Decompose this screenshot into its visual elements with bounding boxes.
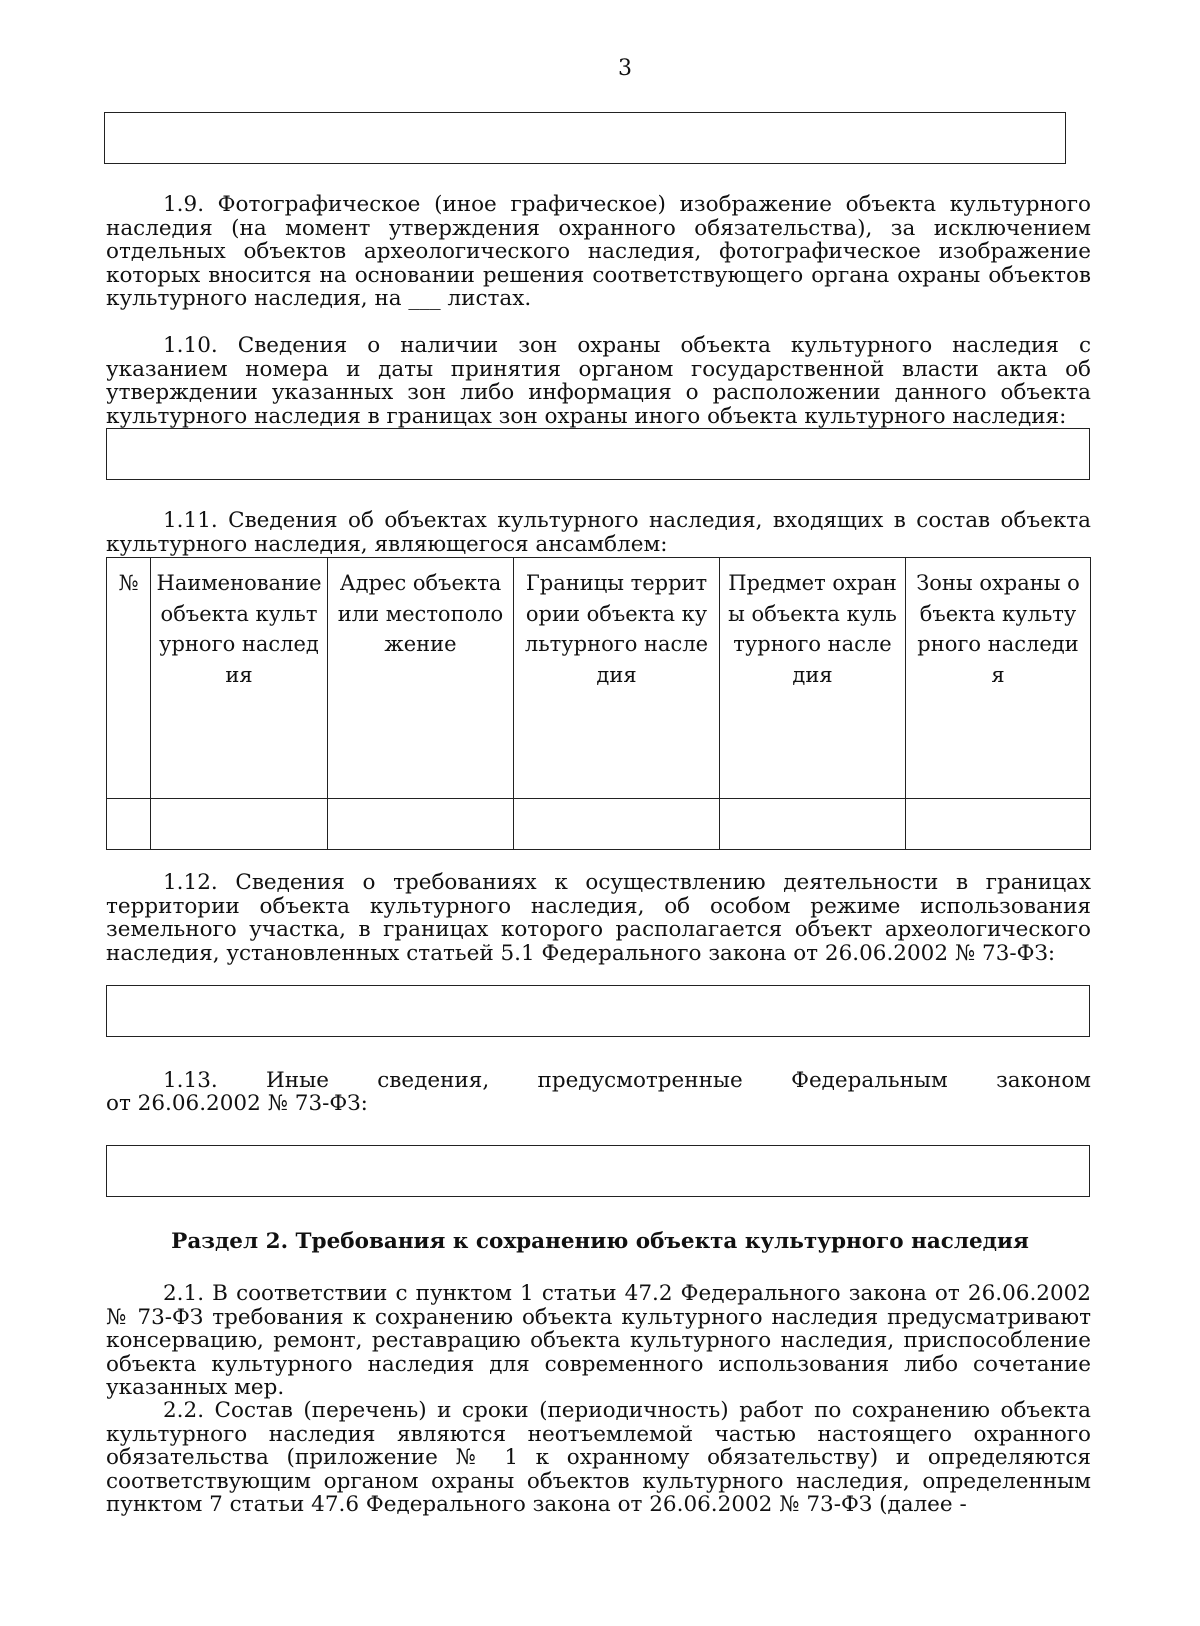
table-cell: [720, 799, 906, 850]
table-row: [107, 799, 1091, 850]
zones-info-field: [106, 428, 1090, 480]
table-cell: [151, 799, 328, 850]
table-header-row: [107, 558, 1091, 799]
paragraph-2-1: 2.1. В соответствии с пунктом 1 статьи 47.2 Федерального закона от 26.06.2002 № 73-ФЗ требования к сохранению объекта культурного наследия предусматривают консервацию, ремонт, реставрацию объекта культурного наследия, приспособление объекта культурного наследия для современного использования либо сочетание указанных мер.: [106, 1281, 1091, 1400]
paragraph-1-12: 1.12. Сведения о требованиях к осуществлению деятельности в границах территории объекта культурного наследия, об особом режиме использования земельного участка, в границах которого располагается объект археологического наследия, установленных статьей 5.1 Федерального закона от 26.06.2002 № 73-ФЗ:: [106, 870, 1091, 966]
table-cell: [514, 799, 720, 850]
column-header-protection-subject: Предмет охраны объекта культурного наследия: [720, 558, 906, 799]
page-number: 3: [618, 56, 632, 81]
other-info-field: [106, 1145, 1090, 1197]
table-cell: [107, 799, 151, 850]
table-cell: [328, 799, 514, 850]
table-cell: [906, 799, 1091, 850]
ensemble-objects-table: [106, 557, 1091, 850]
column-header-protection-zones: Зоны охраны объекта культурного наследия: [906, 558, 1091, 799]
paragraph-2-2: 2.2. Состав (перечень) и сроки (периодичность) работ по сохранению объекта культурного наследия являются неотъемлемой частью настоящего охранного обязательства (приложение № 1 к охранному обязательству) и определяются соответствующим органом охраны объектов культурного наследия, определенным пунктом 7 статьи 47.6 Федерального закона от 26.06.2002 № 73-ФЗ (далее -: [106, 1398, 1091, 1517]
paragraph-1-13-line-1: 1.13. Иные сведения, предусмотренные Федеральным законом: [163, 1068, 1091, 1093]
column-header-address: Адрес объекта или местоположение: [328, 558, 514, 799]
paragraph-1-13-line-2: от 26.06.2002 № 73-ФЗ:: [106, 1091, 368, 1116]
column-header-number: №: [107, 558, 151, 799]
blank-field-top: [104, 112, 1066, 164]
paragraph-1-10: 1.10. Сведения о наличии зон охраны объекта культурного наследия с указанием номера и даты принятия органом государственной власти акта об утверждении указанных зон либо информация о расположении данного объекта культурного наследия в границах зон охраны иного объекта культурного наследия:: [106, 333, 1091, 429]
column-header-territory: Границы территории объекта культурного наследия: [514, 558, 720, 799]
requirements-field: [106, 985, 1090, 1037]
paragraph-1-9: 1.9. Фотографическое (иное графическое) изображение объекта культурного наследия (на момент утверждения охранного обязательства), за исключением отдельных объектов археологического наследия, фотографическое изображение которых вносится на основании решения соответствующего органа охраны объектов культурного наследия, на ___ листах.: [106, 192, 1091, 311]
column-header-name: Наименование объекта культурного наследия: [151, 558, 328, 799]
paragraph-1-11: 1.11. Сведения об объектах культурного наследия, входящих в состав объекта культурного наследия, являющегося ансамблем:: [106, 508, 1091, 557]
section-2-heading: Раздел 2. Требования к сохранению объекта культурного наследия: [171, 1229, 1029, 1254]
